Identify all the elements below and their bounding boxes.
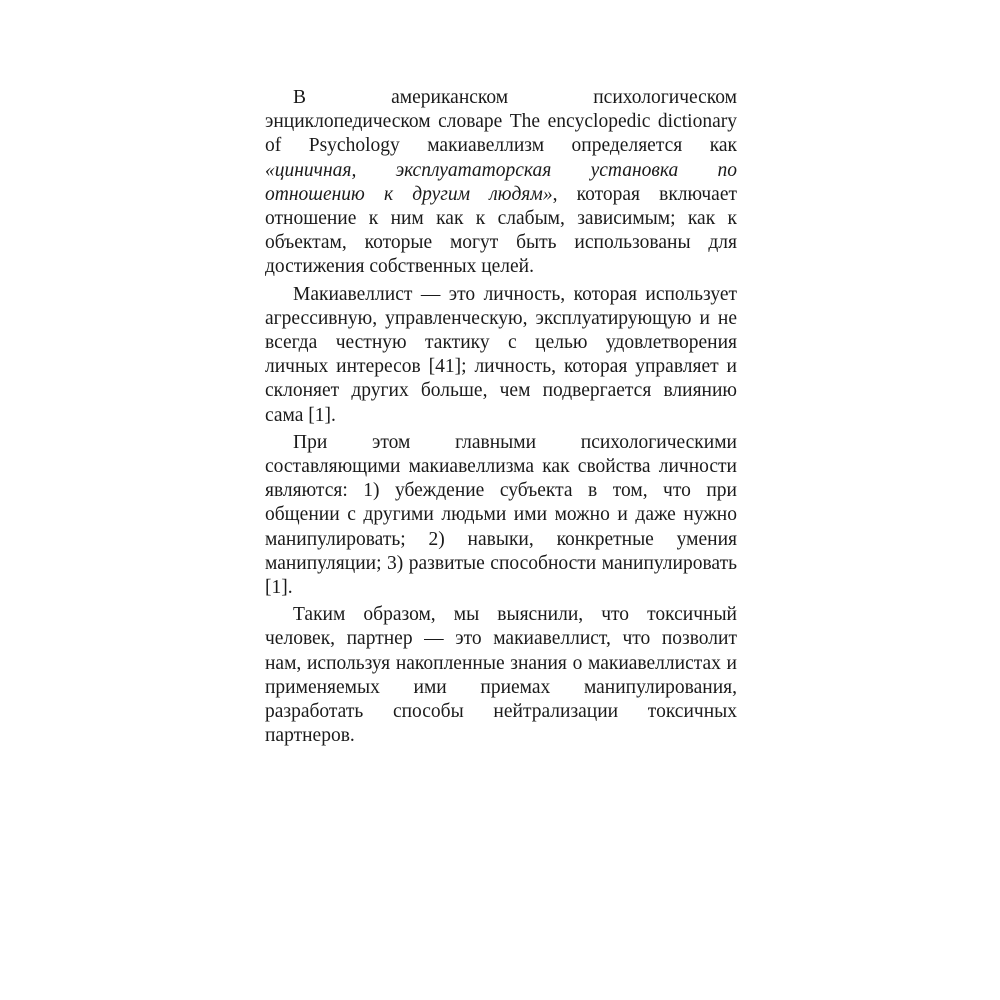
- paragraph-1: [265, 86, 737, 280]
- paragraph-1-italic-quote: «циничная, эксплуататорская установка по отношению к другим людям»: [265, 159, 737, 205]
- paragraph-3-text: При этом главными психологическими составляющими макиавеллизма как свойства личности являются: 1) убеждение субъекта в том, что при общении с другими людьми ими можно и даже нужно манипулировать; 2) навыки, конкретные умения манипуляции; 3) развитые способности манипулировать [1].: [265, 431, 737, 599]
- document-page: [265, 86, 737, 751]
- paragraph-1-text-b: , которая включает отношение к ним как к слабым, зависимым; как к объектам, которые могут быть использованы для достижения собственных целей.: [265, 183, 737, 278]
- paragraph-4: [265, 603, 737, 748]
- paragraph-4-text: Таким образом, мы выяснили, что токсичный человек, партнер — это макиавеллист, что позволит нам, используя накопленные знания о макиавеллистах и применяемых ими приемах манипулирования, разработать способы нейтрализации токсичных партнеров.: [265, 604, 737, 747]
- paragraph-3: [265, 431, 737, 600]
- paragraph-2-text: Макиавеллист — это личность, которая использует агрессивную, управленческую, эксплуатирующую и не всегда честную тактику с целью удовлетворения личных интересов [41]; личность, которая управляет и склоняет других больше, чем подвергается влиянию сама [1].: [265, 283, 737, 426]
- paragraph-1-text-a: В американском психологическом энциклопедическом словаре The encyclopedic dictionary of Psychology макиавеллизм определяется как: [265, 87, 737, 157]
- paragraph-2: [265, 283, 737, 428]
